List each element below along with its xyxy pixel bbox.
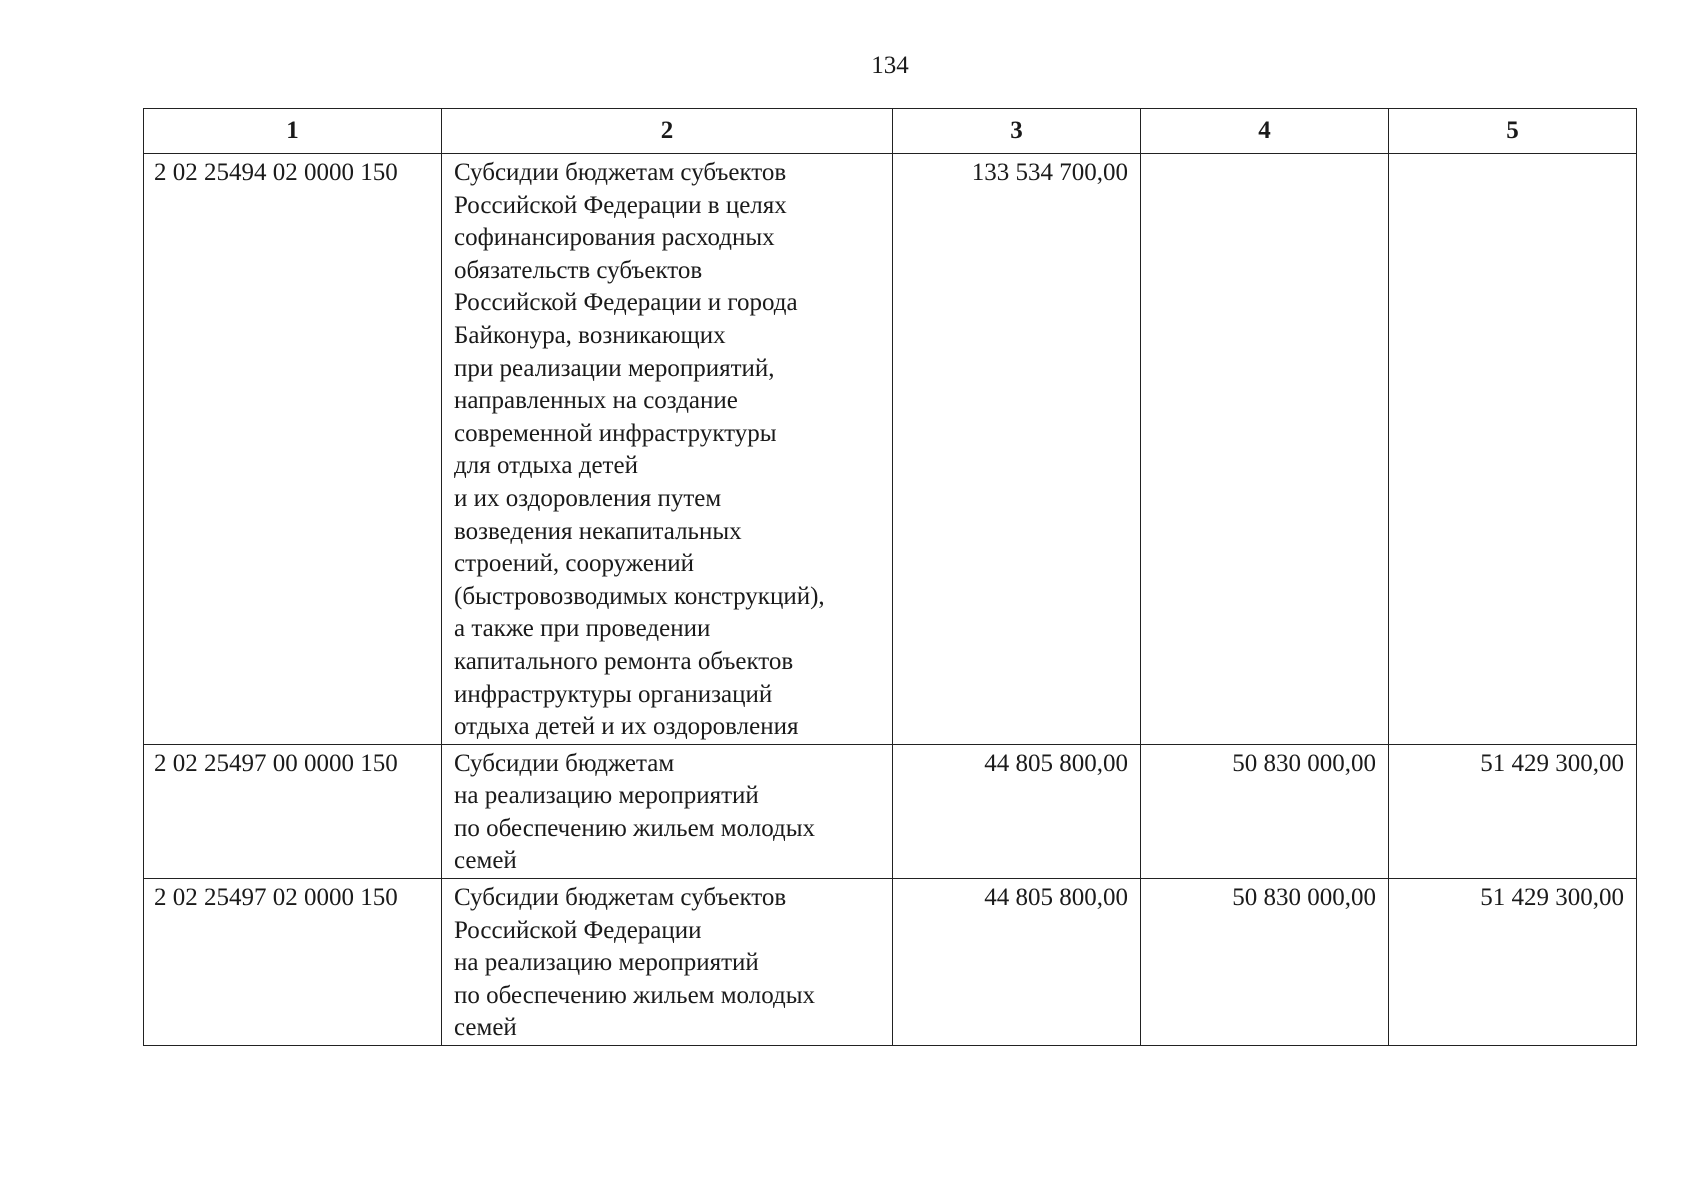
table-header-row: [144, 109, 1637, 154]
column-header-4: 4: [1141, 109, 1389, 154]
description-cell: Субсидии бюджетам субъектов Российской Федерации на реализацию мероприятий по обеспечению жильем молодых семей: [442, 879, 893, 1046]
table-row: [144, 879, 1637, 1046]
column-header-3: 3: [893, 109, 1141, 154]
page-number: 134: [871, 52, 909, 79]
budget-code-cell: 2 02 25494 02 0000 150: [144, 154, 442, 745]
amount-col5-cell: 51 429 300,00: [1389, 744, 1637, 878]
amount-col3-cell: 133 534 700,00: [893, 154, 1141, 745]
amount-col3-cell: 44 805 800,00: [893, 879, 1141, 1046]
budget-code-cell: 2 02 25497 02 0000 150: [144, 879, 442, 1046]
table-row: [144, 744, 1637, 878]
amount-col4-cell: [1141, 154, 1389, 745]
budget-code-cell: 2 02 25497 00 0000 150: [144, 744, 442, 878]
amount-col3-cell: 44 805 800,00: [893, 744, 1141, 878]
amount-col4-cell: 50 830 000,00: [1141, 744, 1389, 878]
budget-table: [143, 108, 1637, 1046]
amount-col5-cell: [1389, 154, 1637, 745]
amount-col5-cell: 51 429 300,00: [1389, 879, 1637, 1046]
description-cell: Субсидии бюджетам на реализацию мероприятий по обеспечению жильем молодых семей: [442, 744, 893, 878]
table-row: [144, 154, 1637, 745]
column-header-5: 5: [1389, 109, 1637, 154]
column-header-1: 1: [144, 109, 442, 154]
amount-col4-cell: 50 830 000,00: [1141, 879, 1389, 1046]
description-cell: Субсидии бюджетам субъектов Российской Федерации в целях софинансирования расходных обязательств субъектов Российской Федерации и города Байконура, возникающих при реализации мероприятий, направленных на создание современной инфраструктуры для отдыха детей и их оздоровления путем возведения некапитальных строений, сооружений (быстровозводимых конструкций), а также при проведении капитального ремонта объектов инфраструктуры организаций отдыха детей и их оздоровления: [442, 154, 893, 745]
column-header-2: 2: [442, 109, 893, 154]
